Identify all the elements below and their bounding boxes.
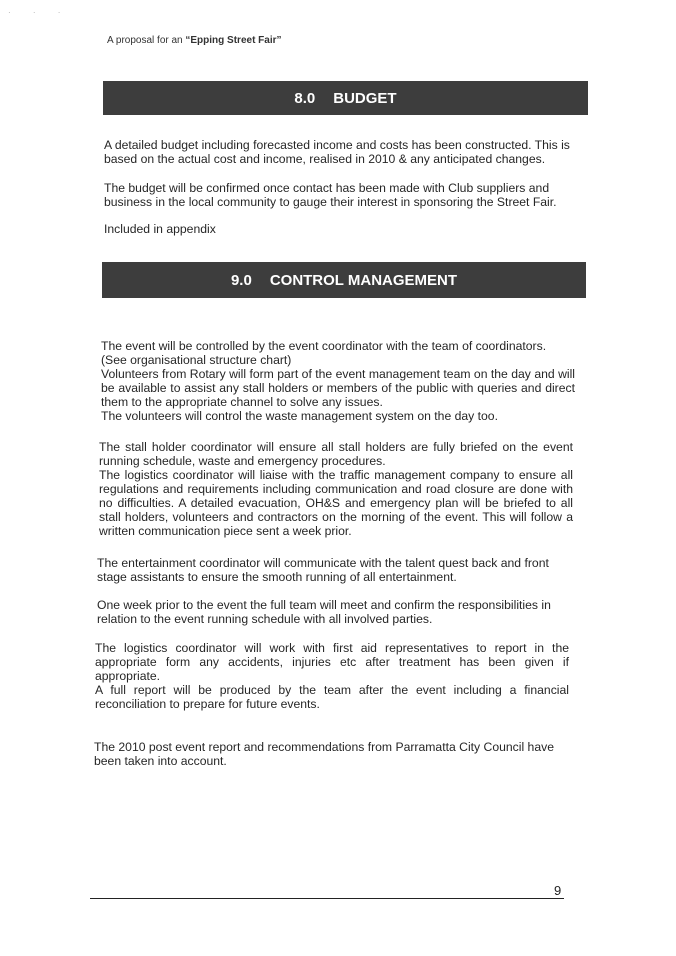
section-number: 9.0 xyxy=(230,271,252,289)
scan-marks: · · · xyxy=(8,8,71,17)
text-line: The logistics coordinator will liaise with the traffic management company to ensure all regulations and requirements including communication and road closure are done with no difficulties. A detailed evacuation, OH&S and emergency plan will be briefed to all stall holders, volunteers and contractors on the morning of the event. This will follow a written communication piece sent a week prior. xyxy=(99,468,573,538)
text-line: The logistics coordinator will work with first aid representatives to report in the appropriate form any accidents, injuries etc after treatment has been given if appropriate. xyxy=(95,641,569,683)
text-line: Volunteers from Rotary will form part of the event management team on the day and will be available to assist any stall holders or members of the public with queries and direct them to the appropriate channel to solve any issues. xyxy=(101,367,575,409)
header-title: “Epping Street Fair” xyxy=(185,35,282,46)
section-banner-control xyxy=(102,262,586,298)
text-line: The volunteers will control the waste management system on the day too. xyxy=(101,409,498,423)
section-title: BUDGET xyxy=(333,89,397,107)
control-paragraph-6: The 2010 post event report and recommendations from Parramatta City Council have been taken into account. xyxy=(94,740,554,768)
running-header xyxy=(107,35,282,46)
budget-paragraph-1: A detailed budget including forecasted income and costs has been constructed. This is based on the actual cost and income, realised in 2010 & any anticipated changes. xyxy=(104,138,570,166)
header-prefix: A proposal for an xyxy=(107,35,186,46)
text-line: The stall holder coordinator will ensure all stall holders are fully briefed on the event running schedule, waste and emergency procedures. xyxy=(99,440,573,468)
section-number: 8.0 xyxy=(294,89,316,107)
section-banner-budget xyxy=(103,81,588,115)
control-paragraph-3: The entertainment coordinator will communicate with the talent quest back and front stage assistants to ensure the smooth running of all entertainment. xyxy=(97,556,549,584)
budget-paragraph-3: Included in appendix xyxy=(104,222,216,236)
text-line: (See organisational structure chart) xyxy=(101,353,292,367)
text-line: The event will be controlled by the event coordinator with the team of coordinators. xyxy=(101,339,547,353)
text-line: A full report will be produced by the team after the event including a financial reconciliation to prepare for future events. xyxy=(95,683,569,711)
control-paragraph-2 xyxy=(99,440,573,538)
control-paragraph-5 xyxy=(95,641,569,711)
budget-paragraph-2: The budget will be confirmed once contact has been made with Club suppliers and business in the local community to gauge their interest in sponsoring the Street Fair. xyxy=(104,181,557,209)
footer-rule xyxy=(90,898,564,899)
control-paragraph-1 xyxy=(101,339,575,423)
section-title: CONTROL MANAGEMENT xyxy=(269,271,458,289)
page-number: 9 xyxy=(554,883,562,898)
control-paragraph-4: One week prior to the event the full team will meet and confirm the responsibilities in relation to the event running schedule with all involved parties. xyxy=(97,598,551,626)
